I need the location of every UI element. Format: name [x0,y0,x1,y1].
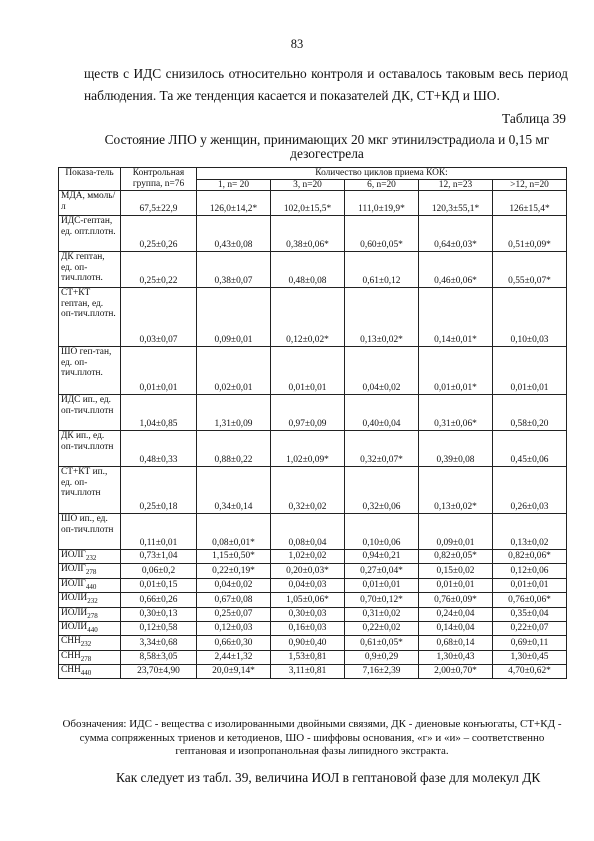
table-cell: 0,12±0,02* [271,288,345,347]
header-indicator: Показа-тель [59,168,121,191]
table-cell: 0,25±0,22 [121,252,197,288]
table-row [59,395,567,431]
row-label-text: ИОЛГ [61,550,86,560]
table-cell: 1,15±0,50* [197,550,271,564]
table-cell: 0,01±0,01 [493,578,567,592]
table-cell: 0,90±0,40 [271,636,345,650]
row-label-text: ИДС ип., ед. оп-тич.плотн [61,395,114,416]
table-cell: 0,14±0,01* [419,288,493,347]
row-label-text: ИОЛИ [61,593,88,604]
table-cell: 0,66±0,26 [121,593,197,607]
table-row [59,216,567,252]
row-label [59,665,121,679]
table-row [59,467,567,514]
table-cell: 0,73±1,04 [121,550,197,564]
table-cell: 0,24±0,04 [419,607,493,621]
table-row [59,650,567,664]
table-row [59,252,567,288]
table-cell: 120,3±55,1* [419,191,493,216]
row-label [59,550,121,564]
table-cell: 1,02±0,09* [271,431,345,467]
row-label-subscript: 440 [87,625,98,634]
table-cell: 0,76±0,06* [493,593,567,607]
table-row [59,288,567,347]
table-cell: 0,01±0,01* [419,347,493,395]
table-cell: 111,0±19,9* [345,191,419,216]
row-label-subscript: 440 [80,668,92,677]
table-cell: 0,61±0,12 [345,252,419,288]
table-cell: 0,82±0,06* [493,550,567,564]
table-cell: 0,01±0,01 [121,347,197,395]
table-cell: 0,48±0,33 [121,431,197,467]
header-cycles-title: Количество циклов приема КОК: [197,168,567,180]
table-cell: 0,08±0,04 [271,514,345,550]
table-cell: 0,67±0,08 [197,593,271,607]
paragraph-top: ществ с ИДС снизилось относительно контроля и оставалось таковым весь период наблюдения. Та же тенденция касается и показателей ДК, СТ+КД и ШО. [84,66,568,103]
row-label [59,431,121,467]
table-cell: 0,04±0,03 [271,578,345,592]
row-label-text: СНН [61,636,81,647]
table-row [59,607,567,621]
row-label-text: ИОЛИ [61,621,88,632]
table-cell: 0,25±0,07 [197,607,271,621]
table-cell: 1,31±0,09 [197,395,271,431]
table-cell: 0,38±0,07 [197,252,271,288]
table-cell: 0,45±0,06 [493,431,567,467]
row-label-subscript: 232 [80,640,92,649]
row-label-text: МДА, ммоль/л [61,191,116,212]
row-label [59,191,121,216]
table-cell: 0,39±0,08 [419,431,493,467]
table-cell: 0,13±0,02* [345,288,419,347]
table-cell: 0,32±0,02 [271,467,345,514]
table-cell: 0,12±0,03 [197,621,271,635]
table-cell: 0,15±0,02 [419,564,493,578]
table-body [59,191,567,679]
table-cell: 126,0±14,2* [197,191,271,216]
table-cell: 67,5±22,9 [121,191,197,216]
table-cell: 0,32±0,07* [345,431,419,467]
table-cell: 0,11±0,01 [121,514,197,550]
table-cell: 2,00±0,70* [419,665,493,679]
row-label [59,288,121,347]
table-cell: 3,11±0,81 [271,665,345,679]
table-cell: 0,31±0,06* [419,395,493,431]
table-cell: 0,70±0,12* [345,593,419,607]
row-label-text: СТ+КТ ип., ед. оп-тич.плотн [61,467,108,498]
table-row [59,564,567,578]
row-label [59,467,121,514]
row-label-text: ИДС-гептан, ед. опт.плотн. [61,216,116,237]
row-label [59,252,121,288]
table-cell: 0,94±0,21 [345,550,419,564]
row-label-text: ИОЛИ [61,607,88,618]
table-cell: 126±15,4* [493,191,567,216]
table-cell: 1,53±0,81 [271,650,345,664]
table-cell: 0,04±0,02 [197,578,271,592]
table-cell: 0,14±0,04 [419,621,493,635]
table-row [59,191,567,216]
row-label-text: ДК ип., ед. оп-тич.плотн [61,431,114,452]
table-cell: 0,06±0,2 [121,564,197,578]
table-cell: 0,09±0,01 [197,288,271,347]
table-cell: 0,76±0,09* [419,593,493,607]
row-label-subscript: 278 [80,654,92,663]
table-cell: 0,31±0,02 [345,607,419,621]
table-cell: 0,01±0,01 [345,578,419,592]
table-cell: 0,48±0,08 [271,252,345,288]
table-cell: 0,30±0,03 [271,607,345,621]
table-cell: 0,22±0,19* [197,564,271,578]
results-table [58,167,567,679]
table-title: Состояние ЛПО у женщин, принимающих 20 мкг этинилэстрадиола и 0,15 мг дезогестрела [104,132,550,161]
table-cell: 0,10±0,03 [493,288,567,347]
table-cell: 0,40±0,04 [345,395,419,431]
table-row [59,665,567,679]
row-label-text: СНН [61,665,81,675]
table-row [59,621,567,635]
table-cell: 0,12±0,06 [493,564,567,578]
row-label-text: ШО геп-тан, ед. оп-тич.плотн. [61,347,112,378]
row-label [59,621,121,635]
header-cycle-12: 12, n=23 [419,179,493,191]
table-cell: 0,34±0,14 [197,467,271,514]
table-row [59,636,567,650]
row-label [59,593,121,607]
table-cell: 0,01±0,15 [121,578,197,592]
header-cycle-12plus: >12, n=20 [493,179,567,191]
table-row [59,347,567,395]
row-label [59,578,121,592]
row-label [59,216,121,252]
table-cell: 0,97±0,09 [271,395,345,431]
table-cell: 2,44±1,32 [197,650,271,664]
page-number: 83 [290,37,304,51]
table-cell: 4,70±0,62* [493,665,567,679]
header-cycle-6: 6, n=20 [345,179,419,191]
table-cell: 0,66±0,30 [197,636,271,650]
table-cell: 1,04±0,85 [121,395,197,431]
table-cell: 0,64±0,03* [419,216,493,252]
table-cell: 0,88±0,22 [197,431,271,467]
table-cell: 0,16±0,03 [271,621,345,635]
table-row [59,550,567,564]
table-cell: 1,02±0,02 [271,550,345,564]
table-row [59,593,567,607]
table-cell: 7,16±2,39 [345,665,419,679]
table-cell: 8,58±3,05 [121,650,197,664]
table-cell: 0,09±0,01 [419,514,493,550]
row-label-text: ИОЛГ [61,564,86,575]
table-cell: 0,61±0,05* [345,636,419,650]
table-cell: 0,58±0,20 [493,395,567,431]
table-cell: 0,55±0,07* [493,252,567,288]
table-row [59,431,567,467]
table-cell: 0,03±0,07 [121,288,197,347]
paragraph-bottom: Как следует из табл. 39, величина ИОЛ в гептановой фазе для молекул ДК [116,770,541,785]
table-cell: 0,04±0,02 [345,347,419,395]
row-label-text: СНН [61,650,81,661]
table-cell: 0,27±0,04* [345,564,419,578]
row-label [59,347,121,395]
table-cell: 0,25±0,18 [121,467,197,514]
table-number: Таблица 39 [502,111,566,126]
table-cell: 0,46±0,06* [419,252,493,288]
table-cell: 0,43±0,08 [197,216,271,252]
table-cell: 0,13±0,02 [493,514,567,550]
table-header-row-1 [59,168,567,180]
table-cell: 0,82±0,05* [419,550,493,564]
table-cell: 0,69±0,11 [493,636,567,650]
table-cell: 1,30±0,45 [493,650,567,664]
table-cell: 0,01±0,01 [271,347,345,395]
row-label-text: СТ+КТ гептан, ед. оп-тич.плотн. [61,288,116,319]
table-cell: 0,35±0,04 [493,607,567,621]
table-cell: 0,10±0,06 [345,514,419,550]
row-label-subscript: 232 [85,553,97,562]
table-cell: 0,01±0,01 [419,578,493,592]
table-cell: 1,05±0,06* [271,593,345,607]
row-label-subscript: 440 [85,582,97,591]
table-cell: 0,30±0,13 [121,607,197,621]
table-cell: 0,02±0,01 [197,347,271,395]
table-cell: 0,25±0,26 [121,216,197,252]
table-cell: 0,60±0,05* [345,216,419,252]
header-control: Контрольная группа, n=76 [121,168,197,191]
table-cell: 0,68±0,14 [419,636,493,650]
row-label [59,607,121,621]
table-notes: Обозначения: ИДС - вещества с изолированными двойными связями, ДК - диеновые конъюгаты, СТ+КД - сумма сопряженных триенов и кетодиенов, ШО - шиффовы основания, «г» и «и» – соответственно гептановая и изопропанольная фазы липидного экстракта. [62,718,562,757]
table-cell: 23,70±4,90 [121,665,197,679]
row-label-subscript: 232 [87,597,98,605]
table-cell: 0,08±0,01* [197,514,271,550]
row-label-text: ИОЛГ [61,578,86,589]
row-label [59,650,121,664]
row-label [59,514,121,550]
header-cycle-3: 3, n=20 [271,179,345,191]
table-cell: 20,0±9,14* [197,665,271,679]
table-cell: 0,51±0,09* [493,216,567,252]
row-label-subscript: 278 [87,611,98,620]
table-row [59,578,567,592]
table-cell: 1,30±0,43 [419,650,493,664]
table-cell: 102,0±15,5* [271,191,345,216]
table-row [59,514,567,550]
table-cell: 0,13±0,02* [419,467,493,514]
table-cell: 0,01±0,01 [493,347,567,395]
row-label [59,636,121,650]
table-cell: 3,34±0,68 [121,636,197,650]
table-cell: 0,9±0,29 [345,650,419,664]
header-cycle-1: 1, n= 20 [197,179,271,191]
table-cell: 0,22±0,07 [493,621,567,635]
row-label [59,564,121,578]
table-cell: 0,20±0,03* [271,564,345,578]
row-label [59,395,121,431]
table-cell: 0,38±0,06* [271,216,345,252]
table-cell: 0,12±0,58 [121,621,197,635]
row-label-text: ДК гептан, ед. оп-тич.плотн. [61,252,105,283]
table-cell: 0,26±0,03 [493,467,567,514]
table-cell: 0,22±0,02 [345,621,419,635]
table-cell: 0,32±0,06 [345,467,419,514]
row-label-text: ШО ип., ед. оп-тич.плотн [61,514,114,535]
row-label-subscript: 278 [85,568,97,577]
